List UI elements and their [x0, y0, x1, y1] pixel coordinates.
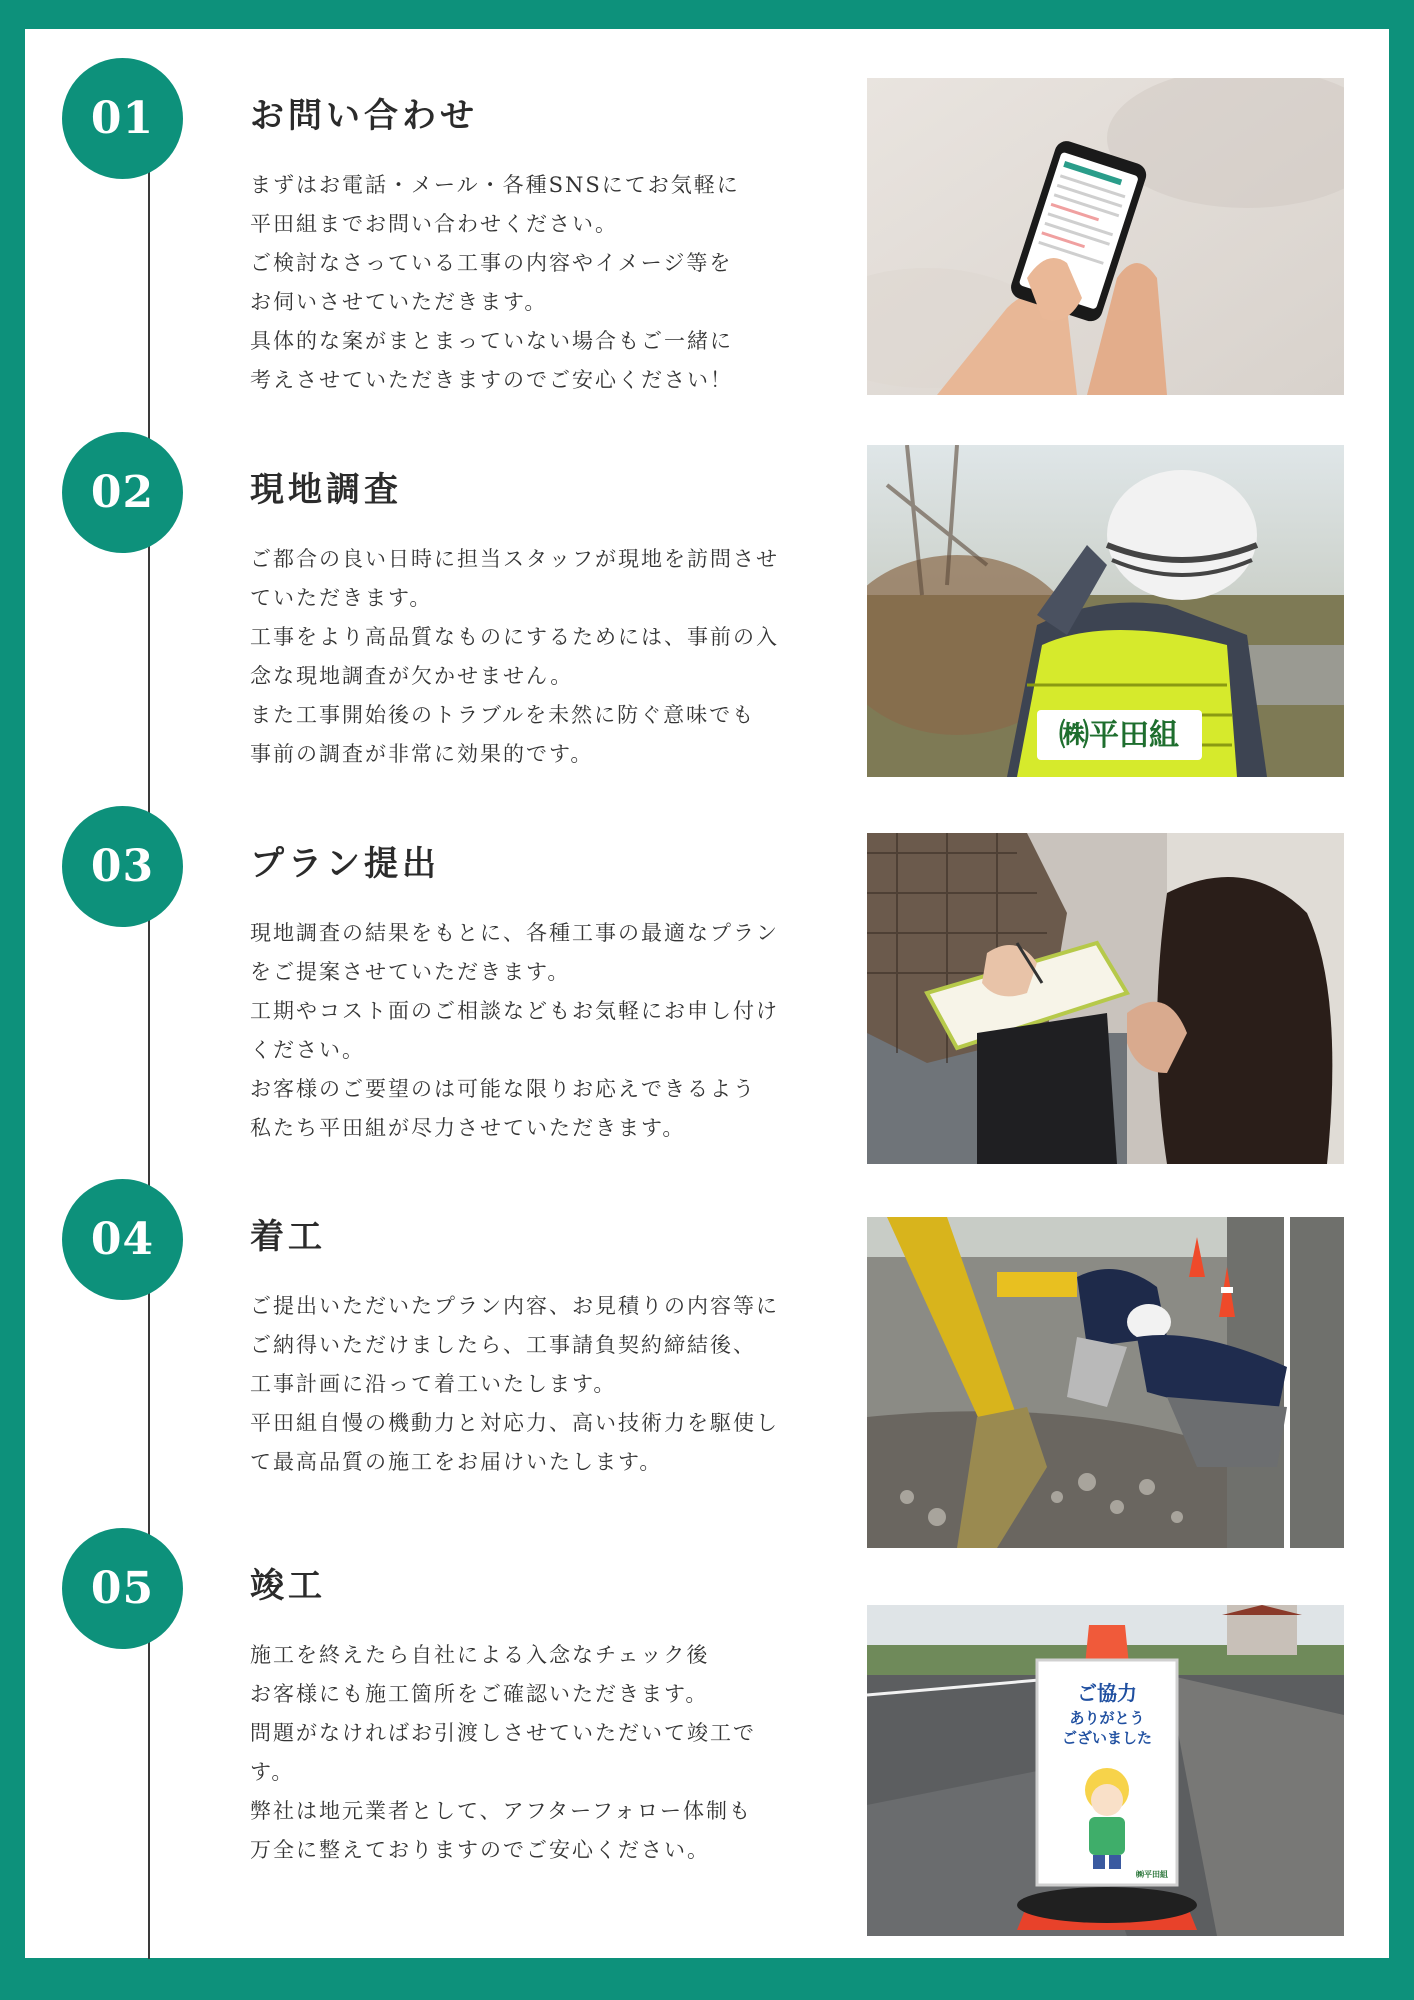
description-line: 問題がなければお引渡しさせていただいて竣工で — [250, 1721, 756, 1745]
description-line: 平田組自慢の機動力と対応力、高い技術力を駆使し — [250, 1411, 779, 1435]
description-line: す。 — [250, 1760, 295, 1784]
vest-logo-text: ㈱平田組 — [1059, 718, 1179, 753]
description-line: お客様のご要望のは可能な限りお応えできるよう — [250, 1077, 756, 1101]
description-line: 私たち平田組が尽力させていただきます。 — [250, 1116, 686, 1140]
description-line: 工事をより高品質なものにするためには、事前の入 — [250, 625, 779, 649]
description-line: 平田組までお問い合わせください。 — [250, 212, 618, 236]
description-line: 弊社は地元業者として、アフターフォロー体制も — [250, 1799, 753, 1823]
description-line: 念な現地調査が欠かせません。 — [250, 664, 574, 688]
description-line: 工期やコスト面のご相談などもお気軽にお申し付け — [250, 999, 779, 1023]
flow-page — [25, 29, 1389, 1958]
photo-completion-sign — [867, 1605, 1344, 1936]
sign-text-line: ご協力 — [1077, 1681, 1137, 1705]
description-line: また工事開始後のトラブルを未然に防ぐ意味でも — [250, 703, 756, 727]
step-title: 現地調査 — [250, 470, 402, 510]
description-line: ご検討なさっている工事の内容やイメージ等を — [250, 251, 733, 275]
photo-site-survey — [867, 445, 1344, 777]
description-line: まずはお電話・メール・各種SNSにてお気軽に — [250, 173, 740, 197]
sign-logo-text: ㈱平田組 — [1136, 1870, 1168, 1879]
step-number-badge: 04 — [62, 1179, 183, 1300]
description-line: 現地調査の結果をもとに、各種工事の最適なプラン — [250, 921, 779, 945]
step-number-badge: 02 — [62, 432, 183, 553]
description-line: 事前の調査が非常に効果的です。 — [250, 742, 594, 766]
step-number-badge: 03 — [62, 806, 183, 927]
description-line: ご提出いただいたプラン内容、お見積りの内容等に — [250, 1294, 779, 1318]
step-description — [250, 1636, 840, 1870]
description-line: ご納得いただけましたら、工事請負契約締結後、 — [250, 1333, 756, 1357]
step-description — [250, 914, 840, 1148]
description-line: 考えさせていただきますのでご安心ください！ — [250, 368, 733, 392]
description-line: て最高品質の施工をお届けいたします。 — [250, 1450, 663, 1474]
description-line: 具体的な案がまとまっていない場合もご一緒に — [250, 329, 733, 353]
step-title: 竣工 — [250, 1566, 326, 1606]
description-line: 施工を終えたら自社による入念なチェック後 — [250, 1643, 710, 1667]
description-line: お客様にも施工箇所をご確認いただきます。 — [250, 1682, 709, 1706]
step-description — [250, 1287, 840, 1482]
step-description — [250, 540, 840, 774]
description-line: ご都合の良い日時に担当スタッフが現地を訪問させ — [250, 547, 779, 571]
description-line: 万全に整えておりますのでご安心ください。 — [250, 1838, 710, 1862]
step-number-badge: 05 — [62, 1528, 183, 1649]
step-title: お問い合わせ — [250, 96, 478, 136]
step-title: プラン提出 — [250, 844, 440, 884]
sign-text-line: ございました — [1061, 1729, 1153, 1747]
step-title: 着工 — [250, 1217, 326, 1257]
description-line: をご提案させていただきます。 — [250, 960, 571, 984]
step-description — [250, 166, 840, 400]
description-line: ていただきます。 — [250, 586, 433, 610]
step-number-badge: 01 — [62, 58, 183, 179]
photo-construction-start — [867, 1217, 1344, 1548]
description-line: ください。 — [250, 1038, 365, 1062]
description-line: お伺いさせていただきます。 — [250, 290, 548, 314]
sign-text-line: ありがとう — [1069, 1709, 1145, 1727]
description-line: 工事計画に沿って着工いたします。 — [250, 1372, 617, 1396]
photo-smartphone-inquiry — [867, 78, 1344, 395]
photo-plan-meeting — [867, 833, 1344, 1164]
